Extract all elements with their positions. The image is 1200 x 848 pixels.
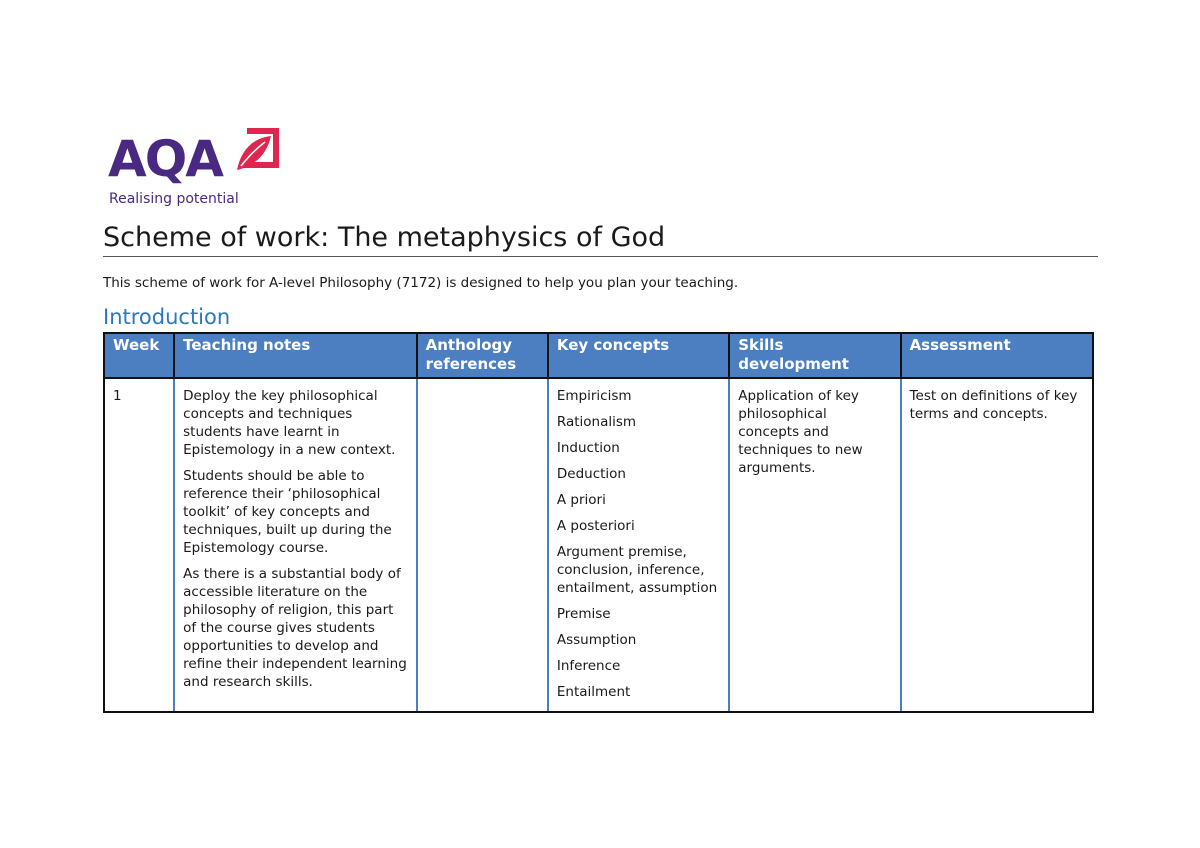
page-title: Scheme of work: The metaphysics of God <box>103 222 1098 257</box>
cell-skills-development: Application of key philosophical concepts and techniques to new arguments. <box>729 378 900 712</box>
cell-week: 1 <box>104 378 174 712</box>
key-concept: Argument premise, conclusion, inference, entailment, assumption <box>556 544 718 596</box>
teaching-note: Deploy the key philosophical concepts and techniques students have learnt in Epistemology in a new context. <box>183 388 396 458</box>
logo-tagline: Realising potential <box>109 191 239 207</box>
key-concept: Premise <box>556 606 611 622</box>
header-teaching-notes: Teaching notes <box>174 333 416 378</box>
key-concept: Inference <box>556 658 621 674</box>
key-concept: A priori <box>556 492 606 508</box>
key-concept: Empiricism <box>556 388 632 404</box>
header-assessment: Assessment <box>901 333 1093 378</box>
table-row <box>104 378 1093 712</box>
aqa-logo <box>108 128 278 212</box>
cell-anthology-references <box>417 378 548 712</box>
scheme-table <box>103 332 1094 713</box>
teaching-note: As there is a substantial body of accessible literature on the philosophy of religion, this part of the course gives students opportunities to develop and refine their independent learning and research skills. <box>183 566 407 690</box>
header-key-concepts: Key concepts <box>548 333 729 378</box>
teaching-note: Students should be able to reference their ‘philosophical toolkit’ of key concepts and techniques, built up during the Epistemology course. <box>183 468 392 556</box>
key-concept: Rationalism <box>556 414 637 430</box>
cell-assessment: Test on definitions of key terms and concepts. <box>901 378 1093 712</box>
key-concept: Deduction <box>556 466 626 482</box>
header-skills-development: Skills development <box>729 333 900 378</box>
key-concept: A posteriori <box>556 518 635 534</box>
leaf-mark-icon <box>233 128 279 170</box>
key-concept: Assumption <box>556 632 637 648</box>
key-concept: Entailment <box>556 684 631 700</box>
key-concept: Induction <box>556 440 620 456</box>
intro-text: This scheme of work for A-level Philosophy (7172) is designed to help you plan your teaching. <box>103 275 739 291</box>
header-anthology-references: Anthology references <box>417 333 548 378</box>
header-week: Week <box>104 333 174 378</box>
logo-wordmark: AQA <box>108 130 222 188</box>
cell-key-concepts <box>548 378 729 712</box>
section-heading: Introduction <box>103 305 231 329</box>
cell-teaching-notes <box>174 378 416 712</box>
table-header-row <box>104 333 1093 378</box>
